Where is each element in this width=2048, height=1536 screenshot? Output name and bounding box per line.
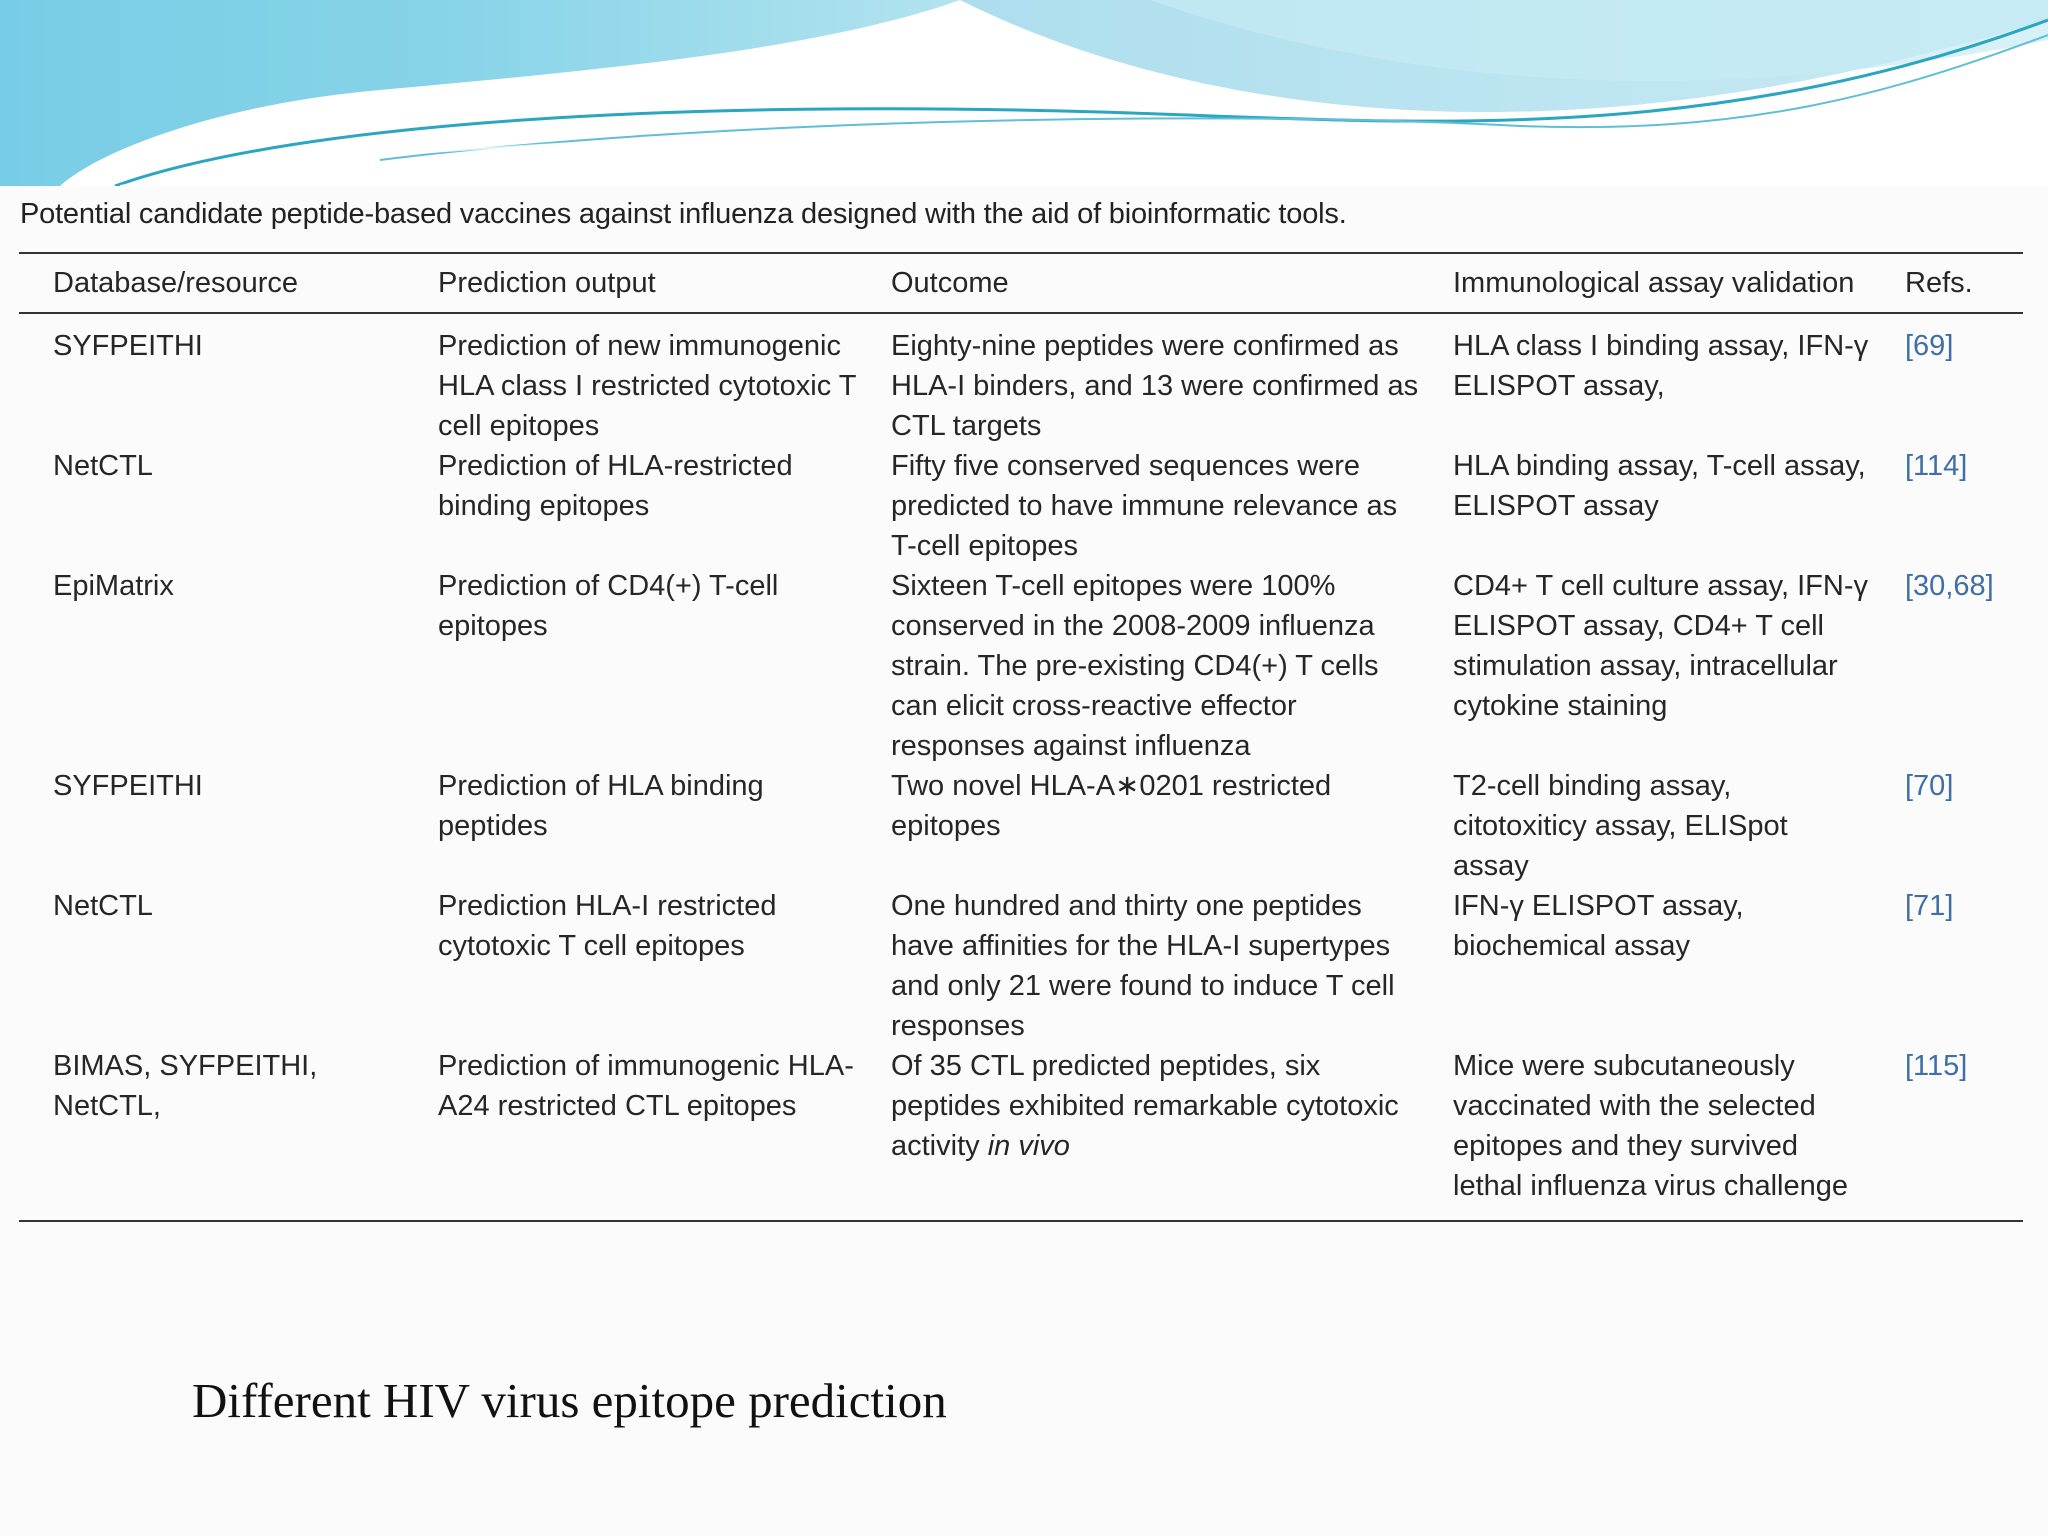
cell-assay-validation: IFN-γ ELISPOT assay, biochemical assay xyxy=(1453,890,1744,962)
cell-ref-link[interactable]: [115] xyxy=(1905,1050,1968,1082)
slide-header-wave-decoration xyxy=(0,0,2048,200)
cell-database: NetCTL xyxy=(53,450,153,482)
table-row xyxy=(19,766,2023,886)
table-row xyxy=(19,886,2023,1046)
table-row xyxy=(19,1046,2023,1221)
cell-database: BIMAS, SYFPEITHI, NetCTL, xyxy=(53,1050,318,1122)
slide-note: Different HIV virus epitope prediction xyxy=(192,1373,947,1428)
cell-prediction-output: Prediction of HLA binding peptides xyxy=(438,770,764,842)
cell-outcome: Fifty five conserved sequences were predicted to have immune relevance as T-cell epitopes xyxy=(891,450,1398,562)
cell-assay-validation: HLA binding assay, T-cell assay, ELISPOT assay xyxy=(1453,450,1866,522)
outcome-italic-text: in vivo xyxy=(987,1130,1070,1162)
outcome-text: Of 35 CTL predicted peptides, six peptides exhibited remarkable cytotoxic activity xyxy=(891,1050,1399,1162)
cell-outcome: Sixteen T-cell epitopes were 100% conserved in the 2008-2009 influenza strain. The pre-existing CD4(+) T cells can elicit cross-reactive effector responses against influenza xyxy=(891,570,1379,762)
cell-assay-validation: Mice were subcutaneously vaccinated with the selected epitopes and they survived lethal influenza virus challenge xyxy=(1453,1050,1848,1202)
header-prediction-output: Prediction output xyxy=(438,267,656,299)
header-outcome: Outcome xyxy=(891,267,1009,299)
table-row xyxy=(19,566,2023,766)
cell-prediction-output: Prediction of HLA-restricted binding epitopes xyxy=(438,450,793,522)
cell-database: EpiMatrix xyxy=(53,570,174,602)
cell-ref-link[interactable]: [30,68] xyxy=(1905,570,1994,602)
cell-ref-link[interactable]: [70] xyxy=(1905,770,1954,802)
header-refs: Refs. xyxy=(1905,267,1973,299)
cell-ref-link[interactable]: [71] xyxy=(1905,890,1954,922)
cell-database: SYFPEITHI xyxy=(53,770,203,802)
header-database: Database/resource xyxy=(53,267,299,299)
header-assay-validation: Immunological assay validation xyxy=(1453,267,1855,299)
vaccine-table-container xyxy=(19,252,2023,1222)
cell-outcome: One hundred and thirty one peptides have affinities for the HLA-I supertypes and only 21 were found to induce T cell responses xyxy=(891,890,1395,1042)
cell-ref-link[interactable]: [69] xyxy=(1905,330,1954,362)
cell-outcome xyxy=(857,1046,1419,1221)
cell-outcome: Two novel HLA-A∗0201 restricted epitopes xyxy=(891,770,1332,842)
cell-assay-validation: HLA class I binding assay, IFN-γ ELISPOT assay, xyxy=(1453,330,1869,402)
cell-outcome: Eighty-nine peptides were confirmed as HLA-I binders, and 13 were confirmed as CTL targets xyxy=(891,330,1419,442)
cell-prediction-output: Prediction of new immunogenic HLA class I restricted cytotoxic T cell epitopes xyxy=(438,330,856,442)
cell-assay-validation: T2-cell binding assay, citotoxiticy assay, ELISpot assay xyxy=(1453,770,1788,882)
table-caption: Potential candidate peptide-based vaccines against influenza designed with the aid of bioinformatic tools. xyxy=(20,198,1347,230)
table-header-row xyxy=(19,253,2023,313)
cell-ref-link[interactable]: [114] xyxy=(1905,450,1968,482)
cell-prediction-output: Prediction of immunogenic HLA-A24 restricted CTL epitopes xyxy=(438,1050,854,1122)
cell-database: SYFPEITHI xyxy=(53,330,203,362)
cell-prediction-output: Prediction HLA-I restricted cytotoxic T cell epitopes xyxy=(438,890,777,962)
cell-database: NetCTL xyxy=(53,890,153,922)
table-row xyxy=(19,446,2023,566)
table-row xyxy=(19,313,2023,446)
vaccine-table xyxy=(19,252,2023,1222)
cell-assay-validation: CD4+ T cell culture assay, IFN-γ ELISPOT assay, CD4+ T cell stimulation assay, intracellular cytokine staining xyxy=(1453,570,1868,722)
cell-prediction-output: Prediction of CD4(+) T-cell epitopes xyxy=(438,570,779,642)
